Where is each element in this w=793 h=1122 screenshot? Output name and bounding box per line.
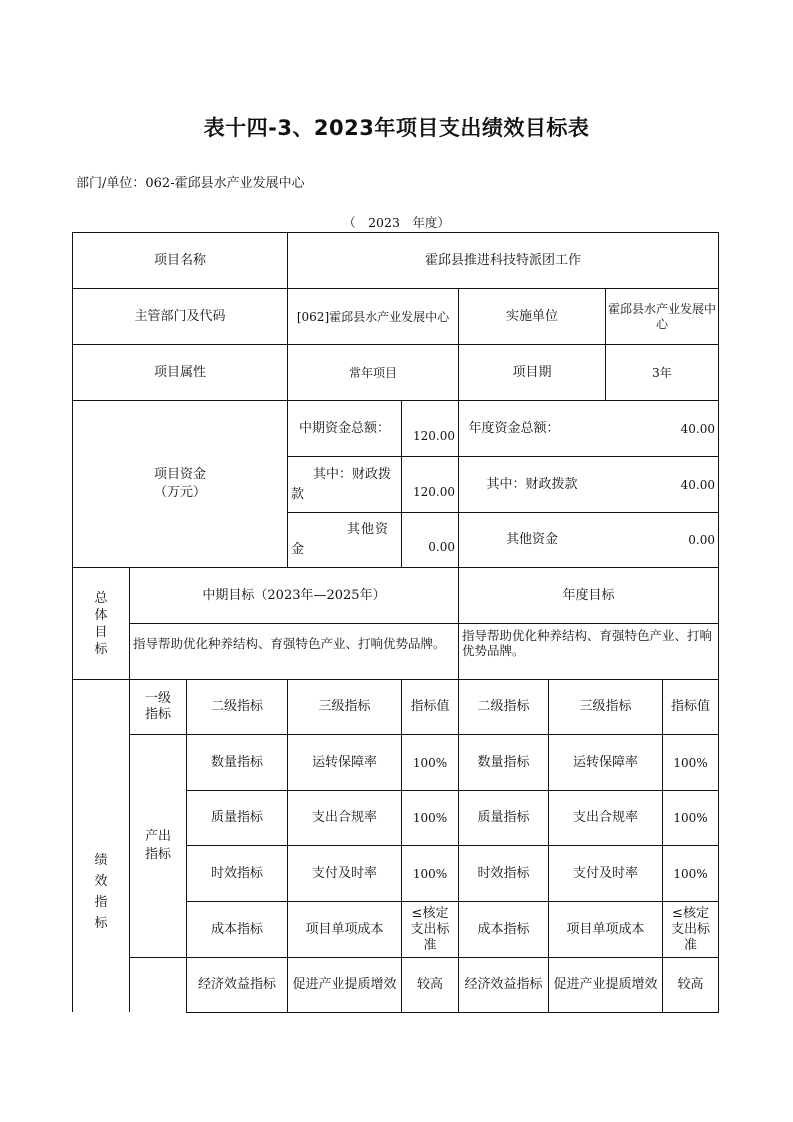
annual-goal-text: 指导帮助优化种养结构、育强特色产业、打响优势品牌。 xyxy=(462,628,713,658)
header-level1: 一级指标 xyxy=(144,691,171,722)
impl-value: 霍邱县水产业发展中心 xyxy=(608,301,717,331)
mid-fiscal-label-text: 其中：财政拨款 xyxy=(291,466,392,502)
row2-l2-annual: 质量指标 xyxy=(477,810,530,825)
row3-l3-annual: 支付及时率 xyxy=(572,865,638,881)
header-level3-mid: 三级指标 xyxy=(318,699,371,714)
row4-l2-mid: 成本指标 xyxy=(210,921,263,937)
annual-other-label: 其他资金 xyxy=(505,532,558,547)
goals-label: 总体目标 xyxy=(94,590,108,657)
period-value: 3年 xyxy=(652,365,672,380)
row3-value-mid: 100% xyxy=(412,866,448,881)
header-value-annual: 指标值 xyxy=(670,699,710,714)
annual-total-value: 40.00 xyxy=(680,421,715,436)
row2-value-mid: 100% xyxy=(412,811,448,825)
header-level2-mid: 二级指标 xyxy=(210,699,263,714)
year-line: （ 2023 年度） xyxy=(343,215,450,230)
row3-value-annual: 100% xyxy=(673,866,708,881)
row5-l3-mid: 促进产业提质增效 xyxy=(292,977,397,992)
row4-l3-annual: 项目单项成本 xyxy=(566,921,645,937)
header-level2-annual: 二级指标 xyxy=(477,699,530,714)
row5-value-annual: 较高 xyxy=(677,977,704,992)
project-name-label: 项目名称 xyxy=(153,252,206,268)
annual-fiscal-value: 40.00 xyxy=(680,477,715,492)
mid-other-value: 0.00 xyxy=(428,540,455,554)
indicators-label: 绩效指标 xyxy=(94,853,108,931)
row5-l3-annual: 促进产业提质增效 xyxy=(553,977,658,992)
row1-l3-mid: 运转保障率 xyxy=(311,754,377,770)
mid-total-label: 中期资金总额： xyxy=(298,420,390,436)
annual-total-label: 年度资金总额： xyxy=(468,420,560,436)
impl-label: 实施单位 xyxy=(505,308,558,324)
mid-total-value: 120.00 xyxy=(413,429,455,443)
row1-value-mid: 100% xyxy=(412,755,448,770)
funds-label: 项目资金 （万元） xyxy=(153,467,206,500)
mid-other-label xyxy=(288,513,401,567)
row2-l3-mid: 支出合规率 xyxy=(311,810,377,825)
department-line: 部门/单位：062-霍邱县水产业发展中心 xyxy=(76,176,305,191)
mid-fiscal-label xyxy=(288,457,401,512)
annual-other-value: 0.00 xyxy=(688,533,715,547)
row4-value-annual: ≤核定支出标准 xyxy=(670,905,710,953)
dept-label: 主管部门及代码 xyxy=(134,308,226,324)
row1-l2-mid: 数量指标 xyxy=(210,754,263,770)
attr-value: 常年项目 xyxy=(348,365,397,380)
row4-l2-annual: 成本指标 xyxy=(477,921,530,937)
row2-value-annual: 100% xyxy=(673,811,708,825)
group-output: 产出指标 xyxy=(144,829,171,862)
row1-l2-annual: 数量指标 xyxy=(477,754,530,770)
annual-goal-header: 年度目标 xyxy=(562,587,615,603)
row1-l3-annual: 运转保障率 xyxy=(572,754,638,770)
attr-label: 项目属性 xyxy=(153,364,206,380)
mid-fiscal-value: 120.00 xyxy=(413,485,455,499)
row5-l2-annual: 经济效益指标 xyxy=(464,977,543,992)
row1-value-annual: 100% xyxy=(673,755,708,770)
mid-other-label-text: 其他资金 xyxy=(291,522,390,557)
period-label: 项目期 xyxy=(512,364,552,380)
mid-goal-text: 指导帮助优化种养结构、育强特色产业、打响优势品牌。 xyxy=(133,636,446,651)
row4-value-mid: ≤核定支出标准 xyxy=(410,905,450,953)
row5-l2-mid: 经济效益指标 xyxy=(197,977,276,992)
header-value-mid: 指标值 xyxy=(410,699,450,714)
row3-l3-mid: 支付及时率 xyxy=(311,865,377,881)
row3-l2-annual: 时效指标 xyxy=(477,865,530,881)
annual-fiscal-label: 其中：财政拨款 xyxy=(486,476,578,492)
project-name-value: 霍邱县推进科技特派团工作 xyxy=(424,252,581,268)
header-level3-annual: 三级指标 xyxy=(579,699,632,714)
row5-value-mid: 较高 xyxy=(416,977,443,992)
row3-l2-mid: 时效指标 xyxy=(210,865,263,881)
row2-l2-mid: 质量指标 xyxy=(210,810,263,825)
page-title: 表十四-3、2023年项目支出绩效目标表 xyxy=(203,116,590,140)
mid-goal-header: 中期目标（2023年—2025年） xyxy=(202,587,386,603)
dept-value: [062]霍邱县水产业发展中心 xyxy=(296,309,450,324)
row4-l3-mid: 项目单项成本 xyxy=(305,921,384,937)
row2-l3-annual: 支出合规率 xyxy=(572,810,638,825)
